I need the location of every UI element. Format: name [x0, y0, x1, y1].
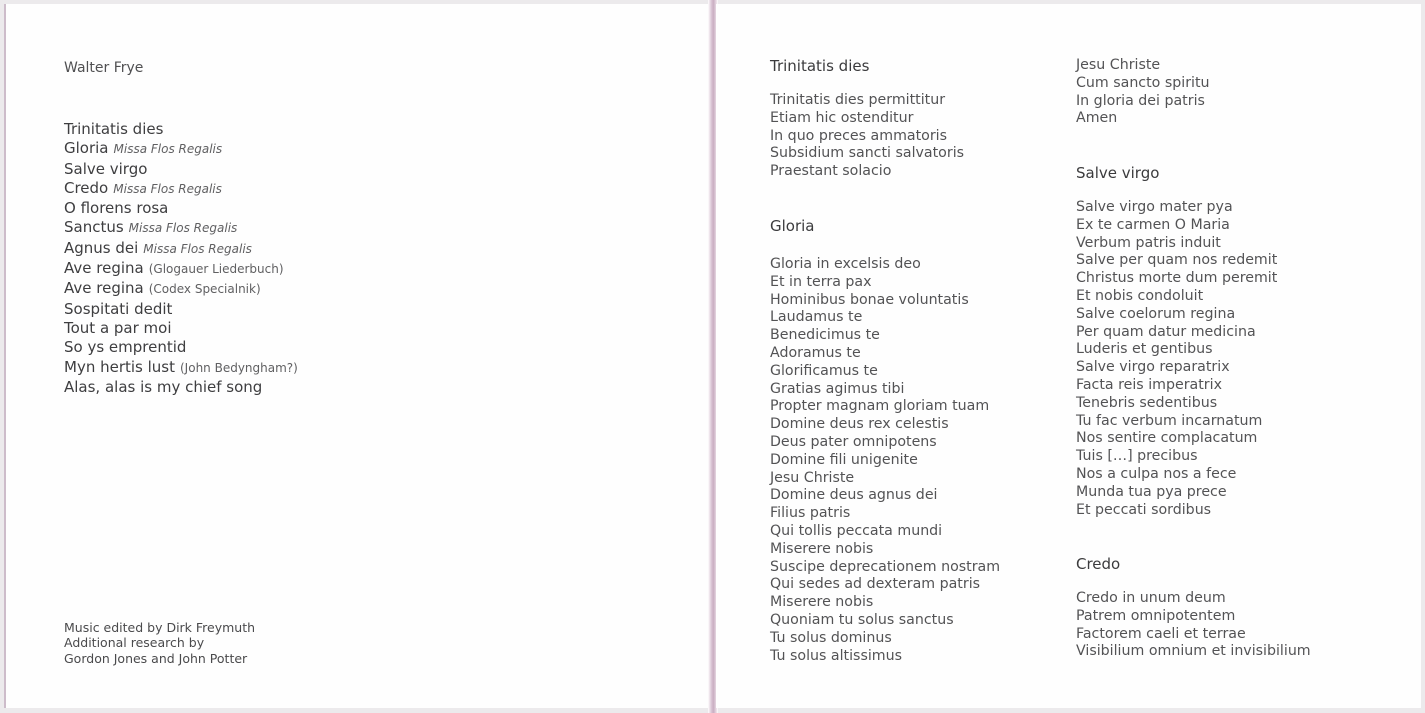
verse-line: Salve virgo reparatrix: [1076, 359, 1230, 376]
verse-line: Et in terra pax: [770, 273, 872, 290]
verse-line: Amen: [1076, 110, 1118, 127]
track-item: [64, 239, 298, 259]
track-item: [64, 338, 298, 357]
track-item: [64, 279, 298, 299]
verse-line: Suscipe deprecationem nostram: [770, 558, 1001, 575]
track-title: Salve virgo: [64, 159, 148, 178]
verse-line: Domine deus rex celestis: [770, 416, 949, 433]
section-heading: Trinitatis dies: [770, 57, 870, 75]
verse-line: Patrem omnipotentem: [1076, 607, 1236, 624]
track-item: [64, 358, 298, 378]
verse-lines: [1076, 57, 1210, 128]
verse-line: Benedicimus te: [770, 327, 880, 344]
verse-line: Luderis et gentibus: [1076, 341, 1213, 358]
verse-line: Salve per quam nos redemit: [1076, 252, 1278, 269]
verse-line: Nos a culpa nos a fece: [1076, 465, 1237, 482]
section-salve-virgo: [1076, 163, 1277, 519]
track-title: O florens rosa: [64, 199, 169, 218]
track-source: (John Bedyngham?): [180, 360, 298, 375]
track-item: [64, 199, 298, 218]
verse-line: Nos sentire complacatum: [1076, 430, 1258, 447]
verse-line: Qui tollis peccata mundi: [770, 522, 943, 539]
track-title: Ave regina: [64, 259, 144, 278]
track-item: [64, 218, 298, 238]
verse-line: Etiam hic ostenditur: [770, 109, 914, 126]
track-item: [64, 179, 298, 199]
track-title: Ave regina: [64, 279, 144, 298]
track-title: Alas, alas is my chief song: [64, 377, 263, 396]
verse-line: Gratias agimus tibi: [770, 380, 905, 397]
verse-line: Qui sedes ad dexteram patris: [770, 576, 981, 593]
verse-line: Propter magnam gloriam tuam: [770, 398, 990, 415]
track-item: [64, 300, 298, 319]
track-title: Credo: [64, 178, 109, 197]
track-item: [64, 319, 298, 338]
section-trinitatis: [770, 56, 964, 181]
track-source: Missa Flos Regalis: [128, 221, 238, 236]
track-item: [64, 160, 298, 179]
verse-line: Munda tua pya prece: [1076, 483, 1227, 500]
verse-line: In quo preces ammatoris: [770, 127, 947, 144]
verse-lines: [770, 92, 964, 181]
track-source: Missa Flos Regalis: [143, 241, 252, 256]
track-item: [64, 120, 298, 139]
credit-line: Gordon Jones and John Potter: [64, 650, 248, 666]
verse-lines: [1076, 199, 1277, 519]
verse-line: Factorem caeli et terrae: [1076, 625, 1246, 642]
verse-line: Tu fac verbum incarnatum: [1076, 412, 1263, 429]
verse-line: Miserere nobis: [770, 594, 874, 611]
verse-lines: [1076, 590, 1311, 661]
track-title: Sospitati dedit: [64, 299, 173, 318]
section-credo: [1076, 554, 1311, 661]
track-source: (Glogauer Liederbuch): [148, 262, 284, 277]
track-title: Sanctus: [64, 218, 124, 237]
verse-line: Salve virgo mater pya: [1076, 199, 1233, 215]
verse-line: Miserere nobis: [770, 540, 874, 557]
verse-line: Per quam datur medicina: [1076, 323, 1256, 340]
verse-line: Hominibus bonae voluntatis: [770, 291, 969, 308]
verse-line: Laudamus te: [770, 309, 863, 326]
credit-line: Additional research by: [64, 635, 205, 651]
track-list: [64, 120, 298, 397]
verse-line: Quoniam tu solus sanctus: [770, 611, 954, 628]
verse-line: Adoramus te: [770, 344, 861, 361]
section-heading: Salve virgo: [1076, 164, 1160, 182]
verse-line: Filius patris: [770, 505, 851, 522]
credit-line: Music edited by Dirk Freymuth: [64, 620, 256, 635]
verse-line: Tenebris sedentibus: [1076, 394, 1218, 411]
track-title: Tout a par moi: [64, 318, 172, 337]
verse-line: In gloria dei patris: [1076, 92, 1205, 109]
composer-name: Walter Frye: [64, 60, 144, 76]
track-source: Missa Flos Regalis: [113, 142, 223, 157]
verse-line: Praestant solacio: [770, 163, 892, 180]
verse-line: Tuis […] precibus: [1076, 448, 1198, 465]
track-title: Trinitatis dies: [64, 120, 164, 138]
section-heading: Credo: [1076, 555, 1121, 573]
verse-line: Domine deus agnus dei: [770, 487, 938, 504]
verse-line: Tu solus dominus: [770, 629, 892, 646]
track-title: Myn hertis lust: [64, 357, 175, 376]
track-title: Gloria: [64, 139, 109, 158]
verse-line: Salve coelorum regina: [1076, 305, 1236, 322]
track-item: [64, 378, 298, 397]
verse-line: Et peccati sordibus: [1076, 501, 1212, 518]
section-gloria: [770, 216, 1000, 665]
verse-line: Glorificamus te: [770, 362, 878, 379]
verse-line: Jesu Christe: [1076, 57, 1161, 73]
track-source: (Codex Specialnik): [148, 282, 261, 297]
verse-line: Cum sancto spiritu: [1076, 74, 1210, 91]
verse-lines: [770, 256, 1000, 665]
verse-line: Ex te carmen O Maria: [1076, 216, 1230, 233]
verse-line: Verbum patris induit: [1076, 234, 1221, 251]
verse-line: Christus morte dum peremit: [1076, 270, 1278, 287]
section-heading: Gloria: [770, 217, 815, 235]
left-page: [4, 4, 712, 708]
verse-line: Credo in unum deum: [1076, 590, 1226, 606]
track-item: [64, 259, 298, 279]
verse-line: Et nobis condoluit: [1076, 287, 1204, 304]
verse-line: Subsidium sancti salvatoris: [770, 145, 965, 162]
track-title: So ys emprentid: [64, 338, 187, 357]
verse-line: Trinitatis dies permittitur: [770, 92, 946, 108]
section-gloria-continued: [1076, 57, 1210, 128]
verse-line: Tu solus altissimus: [770, 647, 902, 664]
verse-line: Visibilium omnium et invisibilium: [1076, 643, 1311, 660]
verse-line: Deus pater omnipotens: [770, 433, 937, 450]
verse-line: Jesu Christe: [770, 469, 855, 486]
track-title: Agnus dei: [64, 238, 139, 257]
track-source: Missa Flos Regalis: [113, 181, 222, 196]
track-item: [64, 139, 298, 159]
credits: [64, 620, 255, 666]
right-page: [716, 4, 1421, 708]
verse-line: Domine fili unigenite: [770, 451, 918, 468]
verse-line: Facta reis imperatrix: [1076, 376, 1222, 393]
verse-line: Gloria in excelsis deo: [770, 256, 921, 272]
